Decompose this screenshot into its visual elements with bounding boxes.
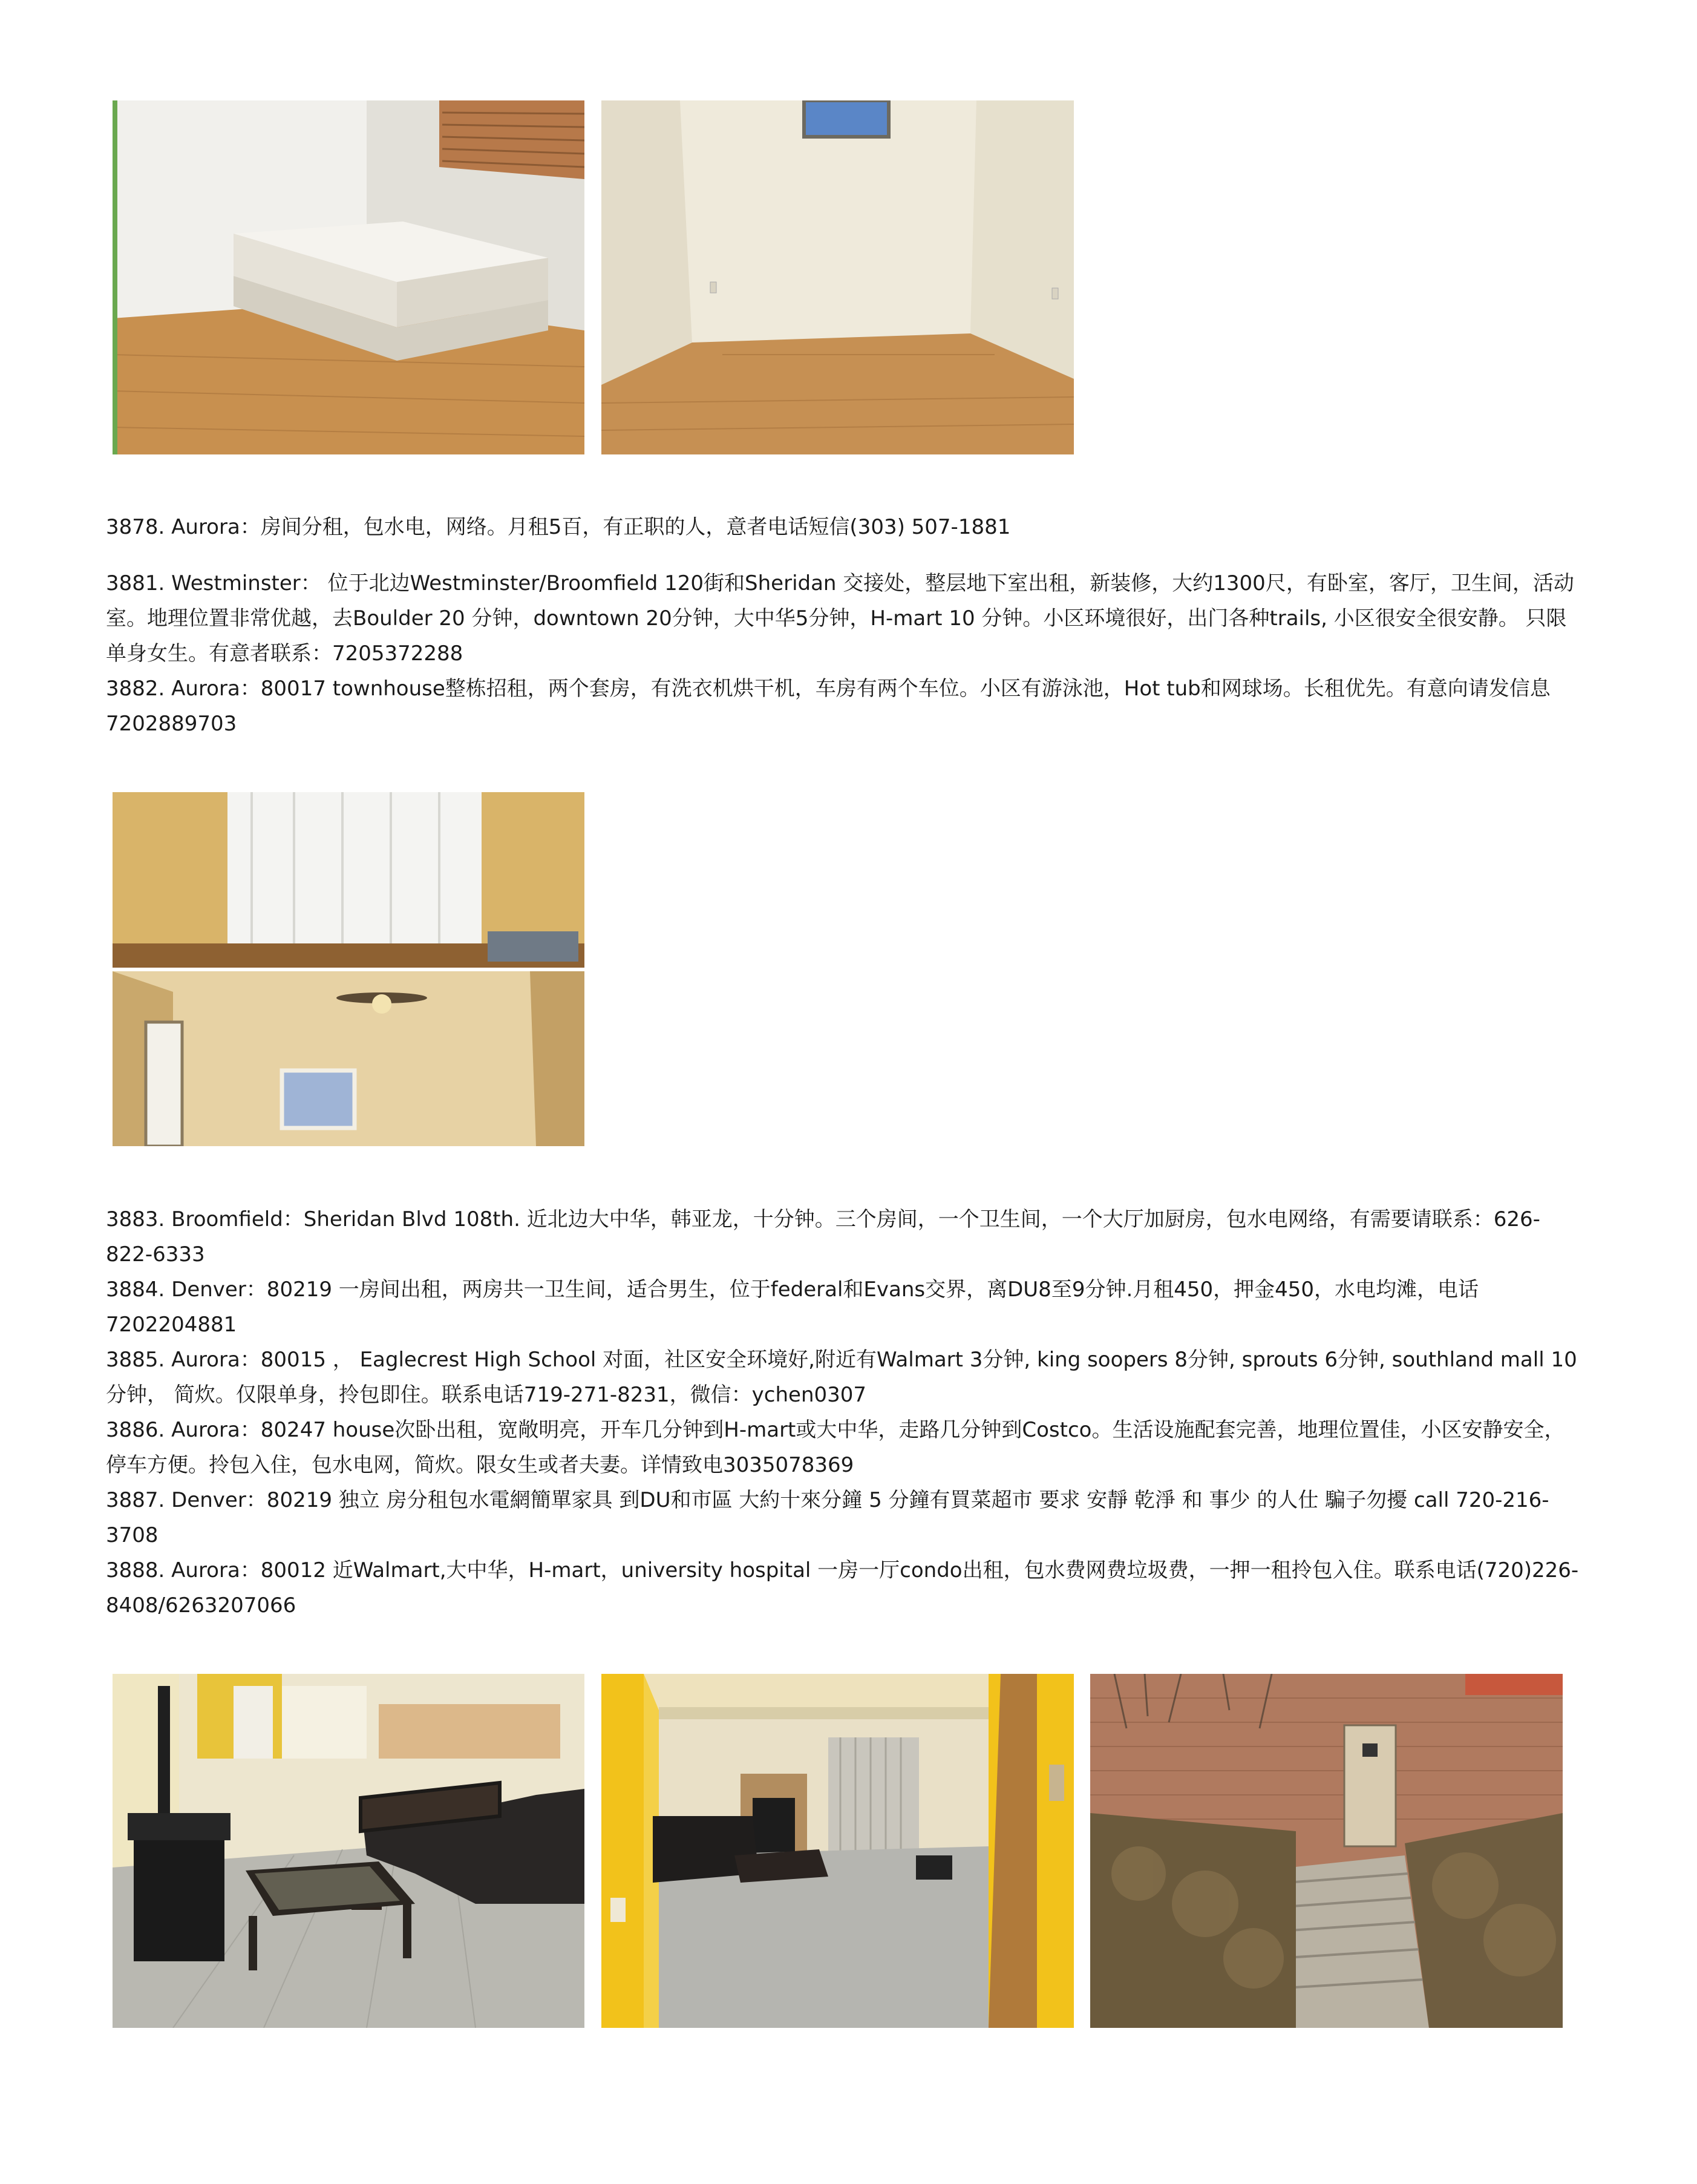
listing-3887: 3887. Denver：80219 独立 房分租包水電網簡單家具 到DU和市區 大約十來分鐘 5 分鐘有買菜超市 要求 安靜 乾淨 和 事少 的人仕 騙子勿擾 call 720-216-3708 [106,1488,1549,1547]
listing-3878: 3878. Aurora：房间分租，包水电，网络。月租5百，有正职的人，意者电话短信(303) 507-1881 [106,515,1011,539]
listing-3885: 3885. Aurora：80015 ， Eaglecrest High School 对面，社区安全环境好,附近有Walmart 3分钟, king soopers 8分钟, sprouts 6分钟, southland mall 10分钟， 简炊。仅限单身，拎包即住。联系电话719-271-8231，微信：ychen0307 [106,1348,1577,1407]
listing-text-block-2 [106,566,1582,741]
living-room-fireplace-photo [601,1674,1074,2028]
listing-text-block-1 [106,510,1582,545]
townhouse-collage-photo [113,792,584,1146]
bedroom-mattress-photo [113,100,584,454]
brick-exterior-stairs-photo [1090,1674,1563,2028]
empty-basement-room-photo [601,100,1074,454]
listing-3884: 3884. Denver：80219 一房间出租，两房共一卫生间，适合男生，位于federal和Evans交界，离DU8至9分钟.月租450，押金450，水电均滩，电话7202204881 [106,1277,1479,1337]
living-dining-room-photo [113,1674,584,2028]
listing-text-block-3 [106,1202,1582,1623]
listing-3881: 3881. Westminster： 位于北边Westminster/Broomfield 120街和Sheridan 交接处，整层地下室出租，新装修，大约1300尺，有卧室，客厅，卫生间，活动室。地理位置非常优越，去Boulder 20 分钟，downtown 20分钟，大中华5分钟，H-mart 10 分钟。小区环境很好，出门各种trails, 小区很安全很安静。 只限单身女生。有意者联系：7205372288 [106,571,1574,666]
listing-3886: 3886. Aurora：80247 house次卧出租，宽敞明亮，开车几分钟到H-mart或大中华，走路几分钟到Costco。生活设施配套完善，地理位置佳，小区安静安全，停车方便。拎包入住，包水电网，简炊。限女生或者夫妻。详情致电3035078369 [106,1418,1565,1477]
listing-3883: 3883. Broomfield：Sheridan Blvd 108th. 近北边大中华，韩亚龙，十分钟。三个房间，一个卫生间，一个大厅加厨房，包水电网络，有需要请联系：626-822-6333 [106,1207,1540,1267]
listing-3888: 3888. Aurora：80012 近Walmart,大中华，H-mart，university hospital 一房一厅condo出租，包水费网费垃圾费，一押一租拎包入住。联系电话(720)226-8408/6263207066 [106,1558,1579,1618]
listing-3882: 3882. Aurora：80017 townhouse整栋招租，两个套房，有洗衣机烘干机，车房有两个车位。小区有游泳池，Hot tub和网球场。长租优先。有意向请发信息7202889703 [106,677,1551,736]
